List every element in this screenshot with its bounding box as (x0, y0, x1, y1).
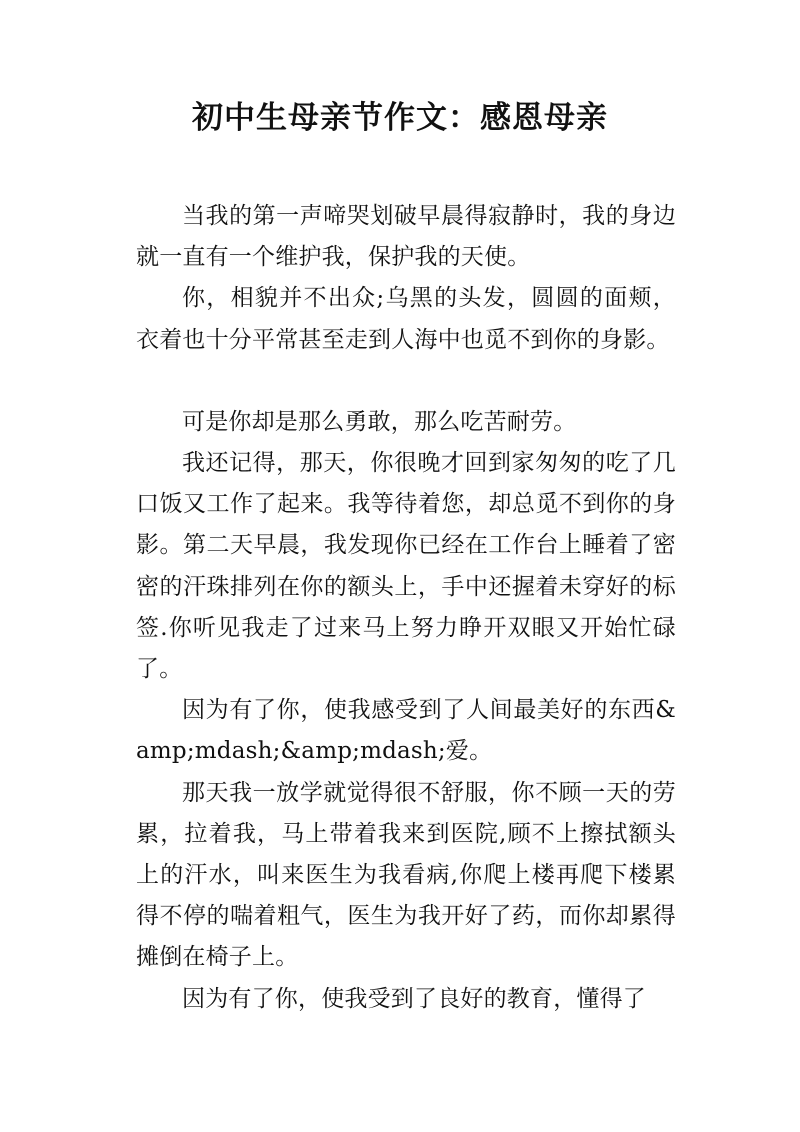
paragraph: 可是你却是那么勇敢，那么吃苦耐劳。 (182, 408, 577, 435)
document-body (136, 196, 676, 1020)
paragraph: 因为有了你，使我感受到了人间最美好的东西&amp;mdash;&amp;mdash;爱。 (136, 697, 676, 765)
paragraph: 因为有了你，使我受到了良好的教育，懂得了 (182, 985, 646, 1012)
document-title: 初中生母亲节作文：感恩母亲 (192, 100, 608, 136)
paragraph: 你，相貌并不出众;乌黑的头发，圆圆的面颊，衣着也十分平常甚至走到人海中也觅不到你的身影。 (136, 285, 676, 353)
paragraph: 我还记得，那天，你很晚才回到家匆匆的吃了几口饭又工作了起来。我等待着您，却总觅不到你的身影。第二天早晨，我发现你已经在工作台上睡着了密密的汗珠排列在你的额头上，手中还握着未穿好的标签.你听见我走了过来马上努力睁开双眼又开始忙碌了。 (136, 450, 676, 683)
paragraph: 当我的第一声啼哭划破早晨得寂静时，我的身边就一直有一个维护我，保护我的天使。 (136, 203, 676, 271)
paragraph: 那天我一放学就觉得很不舒服，你不顾一天的劳累，拉着我，马上带着我来到医院,顾不上擦拭额头上的汗水，叫来医生为我看病,你爬上楼再爬下楼累得不停的喘着粗气，医生为我开好了药，而你却累得摊倒在椅子上。 (136, 779, 676, 971)
